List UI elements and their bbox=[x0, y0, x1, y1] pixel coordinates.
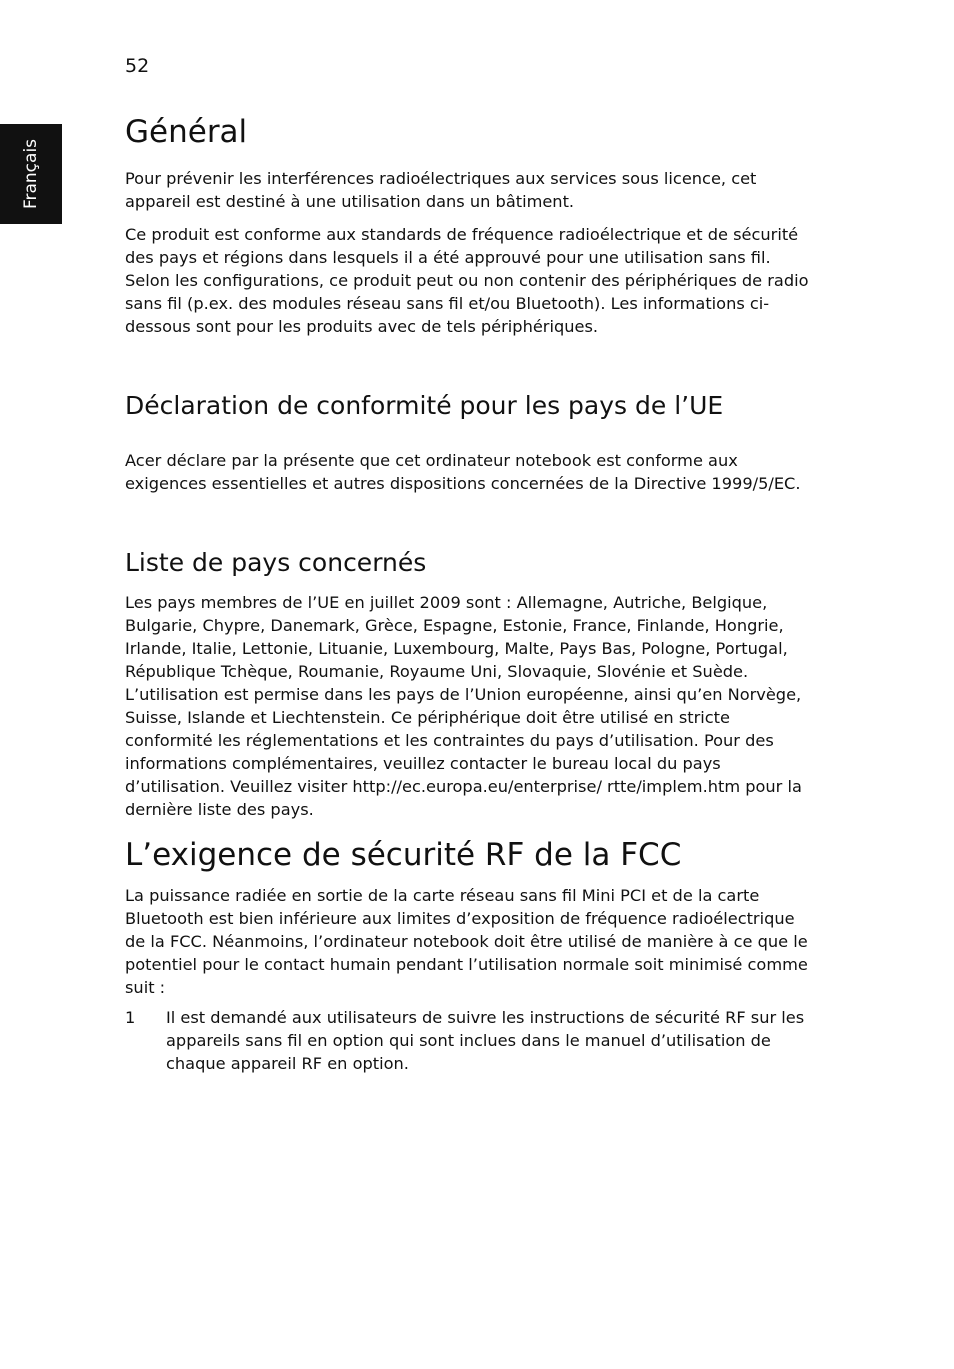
list-item-text: Il est demandé aux utilisateurs de suivre les instructions de sécurité RF sur les appareils sans fil en option qui sont inclues dans le manuel d’utilisation de chaque appareil RF en option. bbox=[166, 1008, 805, 1073]
heading-countries: Liste de pays concernés bbox=[125, 548, 427, 577]
fcc-paragraph: La puissance radiée en sortie de la carte réseau sans fil Mini PCI et de la carte Bluetooth est bien inférieure aux limites d’exposition de fréquence radioélectrique de la FCC. Néanmoins, l’ordinateur notebook doit être utilisé de manière à ce que le potentiel pour le contact humain pendant l’utilisation normale soit minimisé comme suit : bbox=[125, 886, 808, 997]
general-paragraph-2: Ce produit est conforme aux standards de fréquence radioélectrique et de sécurité des pays et régions dans lesquels il a été approuvé pour une utilisation sans fil. Selon les configurations, ce produit peut ou non contenir des périphériques de radio sans fil (p.ex. des modules réseau sans fil et/ou Bluetooth). Les informations ci-dessous sont pour les produits avec de tels périphériques. bbox=[125, 225, 809, 336]
heading-declaration: Déclaration de conformité pour les pays de l’UE bbox=[125, 391, 724, 420]
declaration-paragraph: Acer déclare par la présente que cet ordinateur notebook est conforme aux exigences essentielles et autres dispositions concernées de la Directive 1999/5/EC. bbox=[125, 451, 801, 493]
countries-paragraph: Les pays membres de l’UE en juillet 2009 sont : Allemagne, Autriche, Belgique, Bulgarie, Chypre, Danemark, Grèce, Espagne, Estonie, France, Finlande, Hongrie, Irlande, Italie, Lettonie, Lituanie, Luxembourg, Malte, Pays Bas, Pologne, Portugal, République Tchèque, Roumanie, Royaume Uni, Slovaquie, Slovénie et Suède. L’utilisation est permise dans les pays de l’Union européenne, ainsi qu’en Norvège, Suisse, Islande et Liechtenstein. Ce périphérique doit être utilisé en stricte conformité les réglementations et les contraintes du pays d’utilisation. Pour des informations complémentaires, veuillez contacter le bureau local du pays d’utilisation. Veuillez visiter http://ec.europa.eu/enterprise/ rtte/implem.htm pour la dernière liste des pays. bbox=[125, 593, 802, 819]
page-number: 52 bbox=[125, 55, 150, 77]
heading-fcc: L’exigence de sécurité RF de la FCC bbox=[125, 837, 682, 873]
general-paragraph-1: Pour prévenir les interférences radioélectriques aux services sous licence, cet appareil est destiné à une utilisation dans un bâtiment. bbox=[125, 169, 757, 211]
list-item-number: 1 bbox=[125, 1008, 136, 1027]
language-tab bbox=[0, 124, 62, 224]
language-tab-label: Français bbox=[21, 138, 41, 210]
heading-general: Général bbox=[125, 114, 248, 150]
